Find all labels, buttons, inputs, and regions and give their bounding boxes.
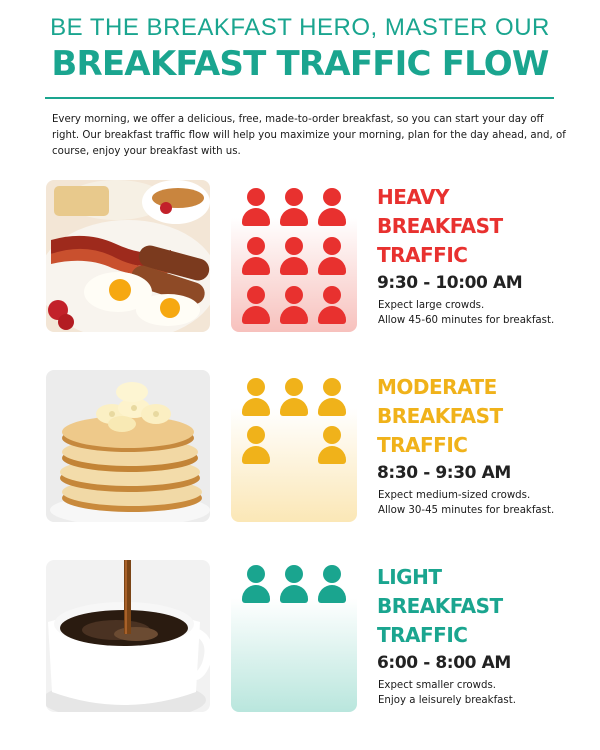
person-icon — [318, 286, 346, 326]
person-icon — [318, 188, 346, 228]
moderate-traffic-time: 8:30 - 9:30 AM — [377, 463, 511, 483]
light-traffic-title — [377, 563, 577, 650]
page-title: BREAKFAST TRAFFIC FLOW — [51, 44, 549, 84]
person-icon — [280, 286, 308, 326]
person-icon — [242, 565, 270, 605]
title-line: BREAKFAST — [377, 404, 503, 428]
heavy-traffic-description — [378, 298, 588, 328]
description-line: Expect medium-sized crowds. — [378, 490, 531, 501]
light-traffic-description — [378, 678, 588, 708]
intro-paragraph: Every morning, we offer a delicious, free, made-to-order breakfast, so you can start your day off right. Our breakfast traffic flow will help you maximize your morning, plan for the day ahead, and, of course, enjoy your breakfast with us. — [52, 114, 566, 157]
description-line: Enjoy a leisurely breakfast. — [378, 695, 516, 706]
person-icon — [242, 188, 270, 228]
breakfast-plate-photo — [46, 180, 210, 332]
header-line-1: BE THE BREAKFAST HERO, MASTER OUR — [50, 14, 550, 41]
light-traffic-time: 6:00 - 8:00 AM — [377, 653, 511, 673]
person-icon — [318, 237, 346, 277]
person-icon — [242, 378, 270, 418]
person-icon — [318, 378, 346, 418]
heavy-traffic-panel — [231, 180, 357, 332]
moderate-traffic-title — [377, 373, 577, 460]
title-line: BREAKFAST — [377, 594, 503, 618]
title-line: LIGHT — [377, 565, 442, 589]
description-line: Allow 30-45 minutes for breakfast. — [378, 505, 555, 516]
moderate-traffic-panel — [231, 370, 357, 522]
title-line: TRAFFIC — [377, 433, 468, 457]
description-line: Expect large crowds. — [378, 300, 485, 311]
person-icon — [318, 565, 346, 605]
person-icon — [280, 378, 308, 418]
description-line: Allow 45-60 minutes for breakfast. — [378, 315, 555, 326]
person-icon — [280, 565, 308, 605]
coffee-cup-photo — [46, 560, 210, 712]
person-icon — [318, 426, 346, 466]
heavy-traffic-title — [377, 183, 577, 270]
pancake-stack-photo — [46, 370, 210, 522]
title-line: HEAVY — [377, 185, 449, 209]
person-icon — [242, 286, 270, 326]
header-divider — [45, 97, 554, 99]
title-line: TRAFFIC — [377, 243, 468, 267]
description-line: Expect smaller crowds. — [378, 680, 497, 691]
person-icon — [242, 426, 270, 466]
title-line: TRAFFIC — [377, 623, 468, 647]
person-icon — [280, 188, 308, 228]
title-line: MODERATE — [377, 375, 497, 399]
moderate-traffic-description — [378, 488, 588, 518]
person-icon — [280, 237, 308, 277]
heavy-traffic-time: 9:30 - 10:00 AM — [377, 273, 523, 293]
light-traffic-panel — [231, 560, 357, 712]
title-line: BREAKFAST — [377, 214, 503, 238]
person-icon — [242, 237, 270, 277]
